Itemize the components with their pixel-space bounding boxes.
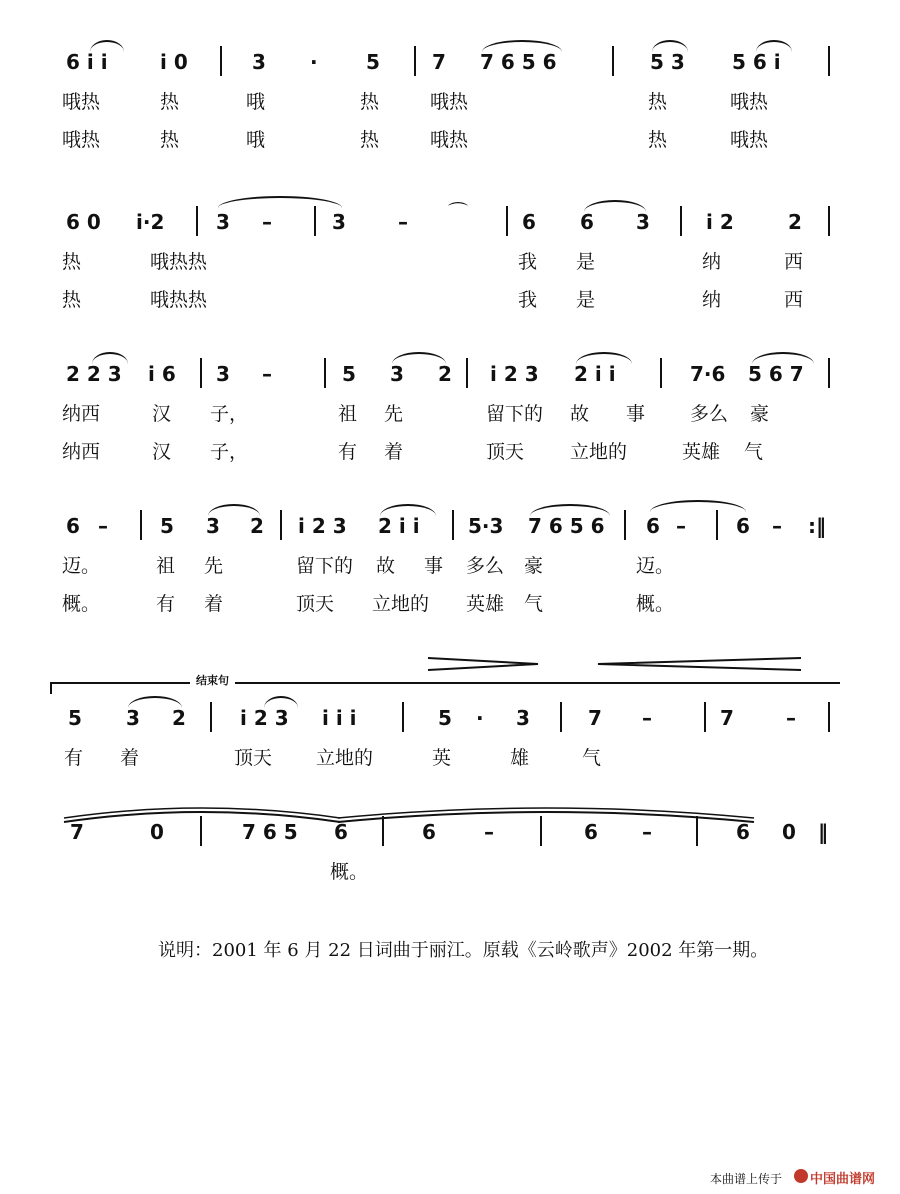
lyric: 立地的	[570, 441, 628, 463]
lyric: 纳	[702, 251, 722, 273]
lyric: 概。	[636, 593, 675, 615]
barline	[716, 510, 718, 540]
note-dash: –	[642, 820, 652, 844]
lyric: 雄	[510, 747, 530, 769]
lyric: 哦	[246, 91, 266, 113]
note: 6	[334, 820, 348, 844]
lyric: 留下的	[486, 403, 544, 425]
note: 3	[332, 210, 346, 234]
note-dash: –	[786, 706, 796, 730]
note: 3	[216, 362, 230, 386]
breath-mark: ⌒	[448, 200, 468, 224]
barline	[540, 816, 542, 846]
lyric: 哦热	[730, 129, 769, 151]
note-group: i 6	[148, 362, 176, 386]
note-group: 5·3	[468, 514, 504, 538]
note-group: i 2 3	[298, 514, 347, 538]
lyric: 留下的	[296, 555, 354, 577]
lyric: 纳西	[62, 403, 101, 425]
note: 5	[438, 706, 452, 730]
barline	[200, 816, 202, 846]
note-dash: –	[262, 210, 272, 234]
barline	[828, 206, 830, 236]
note: 2	[438, 362, 452, 386]
barline	[828, 46, 830, 76]
lyric: 哦	[246, 129, 266, 151]
final-barline: ‖	[818, 820, 828, 844]
lyric: 多么	[690, 403, 729, 425]
lyric: 热	[360, 129, 380, 151]
lyric: 着	[120, 747, 140, 769]
lyric: 是	[576, 251, 596, 273]
note-group: 2 2 3	[66, 362, 122, 386]
slur	[752, 352, 814, 364]
site-logo-icon	[794, 1169, 808, 1183]
barline	[382, 816, 384, 846]
lyric: 汉	[152, 403, 172, 425]
note: 5	[68, 706, 82, 730]
lyric: 西	[784, 251, 804, 273]
barline	[660, 358, 662, 388]
lyric: 气	[524, 593, 544, 615]
tie-arc	[62, 806, 342, 826]
lyric: 热	[360, 91, 380, 113]
note-dot: ·	[476, 706, 484, 730]
note-dash: –	[484, 820, 494, 844]
upload-text: 本曲谱上传于	[710, 1172, 783, 1186]
lyric: 着	[384, 441, 404, 463]
lyric: 哦热	[62, 129, 101, 151]
note: 3	[126, 706, 140, 730]
barline	[210, 702, 212, 732]
note: 6	[584, 820, 598, 844]
lyric: 顶天	[296, 593, 335, 615]
note-dash: –	[642, 706, 652, 730]
slur	[482, 40, 562, 52]
slur	[392, 352, 446, 364]
note-dash: –	[398, 210, 408, 234]
tie-arc	[336, 806, 756, 826]
note-group: 2 i i	[574, 362, 616, 386]
note: 5	[366, 50, 380, 74]
barline	[828, 702, 830, 732]
lyric: 先	[204, 555, 224, 577]
lyric: 我	[518, 251, 538, 273]
slur	[576, 352, 632, 364]
lyric: 先	[384, 403, 404, 425]
lyric: 汉	[152, 441, 172, 463]
note: 6	[736, 820, 750, 844]
note-rest: 0	[782, 820, 796, 844]
barline	[466, 358, 468, 388]
lyric: 多么	[466, 555, 505, 577]
note-group: i i i	[322, 706, 357, 730]
lyric: 顶天	[486, 441, 525, 463]
barline	[196, 206, 198, 236]
note: 2	[172, 706, 186, 730]
note-group: i·2	[136, 210, 165, 234]
lyric: 故	[570, 403, 590, 425]
lyric: 哦热	[430, 129, 469, 151]
lyric: 故	[376, 555, 396, 577]
note-group: i 2 3	[240, 706, 289, 730]
lyric: 概。	[62, 593, 101, 615]
note: 3	[516, 706, 530, 730]
lyric: 英雄	[466, 593, 505, 615]
note-group: i 2 3	[490, 362, 539, 386]
lyric: 立地的	[316, 747, 374, 769]
lyric: 豪	[524, 555, 544, 577]
note: 6	[646, 514, 660, 538]
lyric: 热	[160, 129, 180, 151]
lyric: 英雄	[682, 441, 721, 463]
lyric: 有	[338, 441, 358, 463]
lyric: 祖	[338, 403, 358, 425]
lyric: 哦热热	[150, 289, 208, 311]
slur	[128, 696, 182, 708]
note: 5	[342, 362, 356, 386]
lyric: 纳	[702, 289, 722, 311]
lyric: 祖	[156, 555, 176, 577]
lyric: 哦热	[430, 91, 469, 113]
section-bracket-hook	[50, 682, 52, 694]
note: 7	[432, 50, 446, 74]
lyric: 迈。	[62, 555, 101, 577]
barline	[414, 46, 416, 76]
note-group: 7 6 5 6	[528, 514, 605, 538]
lyric: 有	[64, 747, 84, 769]
barline	[560, 702, 562, 732]
note: 7	[720, 706, 734, 730]
lyric: 迈。	[636, 555, 675, 577]
lyric: 顶天	[234, 747, 273, 769]
note: 6	[66, 514, 80, 538]
slur	[380, 504, 436, 516]
crescendo-icon	[596, 656, 806, 672]
note: 2	[788, 210, 802, 234]
barline	[280, 510, 282, 540]
lyric: 事	[424, 555, 444, 577]
barline	[140, 510, 142, 540]
note: 3	[216, 210, 230, 234]
note: 3	[252, 50, 266, 74]
lyric: 豪	[750, 403, 770, 425]
note: 7	[70, 820, 84, 844]
note: 5	[160, 514, 174, 538]
section-bracket-line	[50, 682, 840, 694]
note: 2	[250, 514, 264, 538]
lyric: 热	[62, 289, 82, 311]
lyric: 热	[648, 129, 668, 151]
note-dash: –	[262, 362, 272, 386]
barline	[624, 510, 626, 540]
note: 6	[522, 210, 536, 234]
note-group: 7 6 5 6	[480, 50, 557, 74]
lyric: 热	[160, 91, 180, 113]
note: 3	[636, 210, 650, 234]
barline	[314, 206, 316, 236]
lyric: 是	[576, 289, 596, 311]
lyric: 气	[744, 441, 764, 463]
barline	[704, 702, 706, 732]
barline	[324, 358, 326, 388]
note: 6	[422, 820, 436, 844]
barline	[402, 702, 404, 732]
barline	[680, 206, 682, 236]
lyric: 哦热热	[150, 251, 208, 273]
section-label: 结束句	[190, 672, 235, 688]
site-name: 中国曲谱网	[810, 1171, 876, 1186]
barline	[506, 206, 508, 236]
lyric: 有	[156, 593, 176, 615]
note-group: 7·6	[690, 362, 726, 386]
slur	[652, 40, 688, 52]
slur	[584, 200, 646, 212]
lyric: 事	[626, 403, 646, 425]
note-rest: 0	[150, 820, 164, 844]
repeat-end-barline: :‖	[808, 514, 826, 538]
note: 6	[736, 514, 750, 538]
lyric: 气	[582, 747, 602, 769]
barline	[696, 816, 698, 846]
lyric: 概。	[330, 861, 369, 883]
slur	[530, 504, 610, 516]
lyric: 哦热	[62, 91, 101, 113]
lyric: 子，	[210, 403, 249, 425]
slur	[208, 504, 260, 516]
barline	[200, 358, 202, 388]
note-dash: –	[98, 514, 108, 538]
slur	[92, 352, 128, 364]
note-group: i 2	[706, 210, 734, 234]
note-group: 5 3	[650, 50, 685, 74]
note: 3	[206, 514, 220, 538]
note: 3	[390, 362, 404, 386]
decrescendo-icon	[428, 656, 548, 672]
lyric: 着	[204, 593, 224, 615]
note-group: 6 0	[66, 210, 101, 234]
barline	[220, 46, 222, 76]
barline	[612, 46, 614, 76]
slur	[264, 696, 298, 708]
note-group: 5 6 i	[732, 50, 781, 74]
note-group: 2 i i	[378, 514, 420, 538]
lyric: 热	[62, 251, 82, 273]
note-group: 7 6 5	[242, 820, 298, 844]
lyric: 哦热	[730, 91, 769, 113]
lyric: 热	[648, 91, 668, 113]
note-group: i 0	[160, 50, 188, 74]
lyric: 我	[518, 289, 538, 311]
note: 7	[588, 706, 602, 730]
lyric: 子，	[210, 441, 249, 463]
note-dash: –	[772, 514, 782, 538]
barline	[828, 358, 830, 388]
lyric: 纳西	[62, 441, 101, 463]
tie	[650, 500, 746, 512]
note-dash: –	[676, 514, 686, 538]
note-dot: ·	[310, 50, 318, 74]
note-group: 5 6 7	[748, 362, 804, 386]
note: 6	[580, 210, 594, 234]
lyric: 西	[784, 289, 804, 311]
lyric: 英	[432, 747, 452, 769]
tie	[218, 196, 342, 208]
slur	[90, 40, 124, 52]
lyric: 立地的	[372, 593, 430, 615]
note-group: 6 i i	[66, 50, 108, 74]
barline	[452, 510, 454, 540]
source-note: 说明：2001 年 6 月 22 日词曲于丽江。原载《云岭歌声》2002 年第一期。	[158, 940, 769, 961]
slur	[756, 40, 792, 52]
